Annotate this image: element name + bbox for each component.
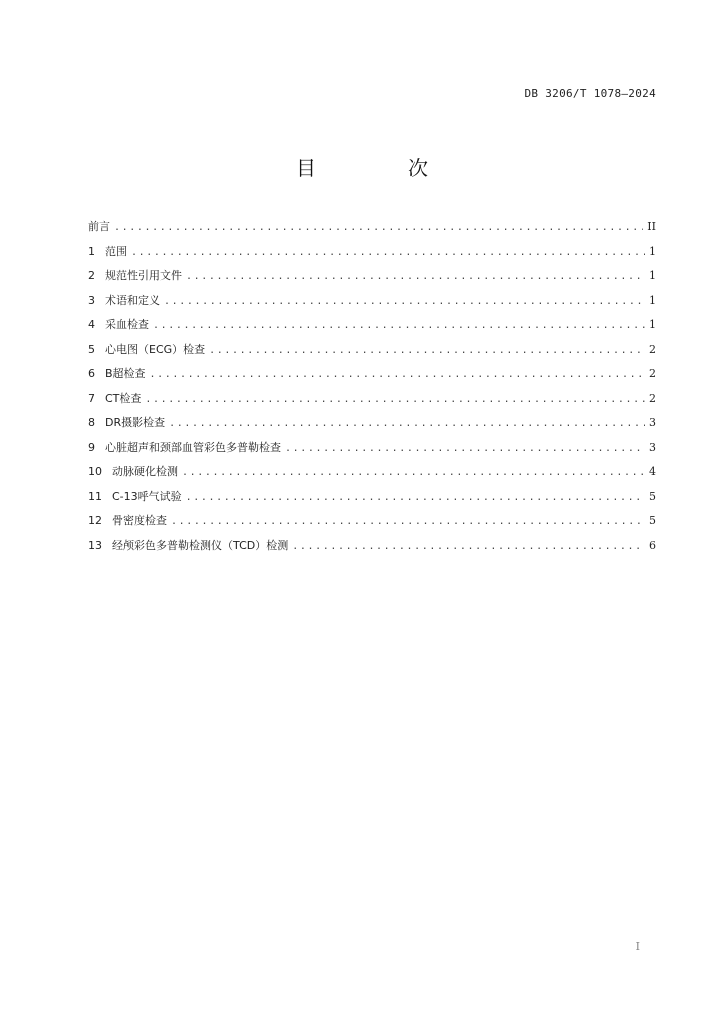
toc-entry-number: 12	[88, 514, 102, 527]
toc-entry-number: 11	[88, 489, 102, 503]
toc-entry-page: II	[647, 220, 656, 233]
toc-entry[interactable]	[88, 512, 656, 537]
toc-entry[interactable]	[88, 463, 656, 488]
document-code: DB 3206/T 1078—2024	[524, 87, 656, 100]
toc-leader-dots	[171, 516, 645, 527]
toc-entry-label: 规范性引用文件	[105, 269, 182, 282]
toc-entry-page: 6	[649, 538, 656, 552]
toc-entry[interactable]	[88, 390, 656, 415]
toc-entry-label: 心脏超声和颈部血管彩色多普勒检查	[105, 440, 281, 454]
toc-entry-page: 1	[649, 293, 656, 307]
toc-entry-number: 5	[88, 342, 95, 356]
page-number: I	[635, 940, 640, 953]
toc-entry[interactable]	[88, 439, 656, 464]
toc-leader-dots	[209, 345, 645, 356]
toc-entry[interactable]	[88, 341, 656, 366]
toc-leader-dots	[153, 320, 645, 331]
toc-leader-dots	[186, 271, 645, 282]
toc-entry-page: 3	[649, 440, 656, 454]
toc-entry-page: 2	[649, 342, 656, 356]
toc-leader-dots	[131, 247, 645, 258]
toc-title: 目 次	[296, 156, 464, 180]
toc-leader-dots	[182, 467, 645, 478]
toc-entry[interactable]	[88, 316, 656, 341]
toc-entry[interactable]	[88, 537, 656, 562]
toc-entry-label: 动脉硬化检测	[112, 465, 178, 478]
toc-entry-label: 术语和定义	[105, 293, 160, 307]
toc-entry[interactable]	[88, 365, 656, 390]
toc-leader-dots	[145, 394, 645, 405]
toc-entry[interactable]	[88, 414, 656, 439]
toc-entry-page: 4	[649, 465, 656, 478]
toc-entry-label: 心电图（ECG）检查	[105, 342, 206, 356]
toc-entry[interactable]	[88, 488, 656, 513]
toc-entry-page: 3	[649, 416, 656, 429]
toc-entry-label: 采血检查	[105, 318, 149, 331]
toc-leader-dots	[186, 492, 645, 503]
toc-entry-number: 3	[88, 293, 95, 307]
toc-entry-number: 6	[88, 367, 95, 380]
toc-entry-number: 4	[88, 318, 95, 331]
toc-leader-dots	[164, 296, 645, 307]
toc-leader-dots	[150, 369, 645, 380]
toc-entry-label: 骨密度检查	[112, 514, 167, 527]
toc-entry-page: 1	[649, 269, 656, 282]
toc-entry-label: C-13呼气试验	[112, 489, 182, 503]
toc-entry[interactable]	[88, 292, 656, 317]
toc-entry-number: 8	[88, 416, 95, 429]
toc-entry-label: DR摄影检查	[105, 416, 166, 429]
toc-entry[interactable]	[88, 267, 656, 292]
toc-entry-number: 1	[88, 244, 95, 258]
toc-leader-dots	[292, 541, 645, 552]
toc-entry-number: 13	[88, 538, 102, 552]
toc-entry-page: 2	[649, 391, 656, 405]
toc-entry-page: 5	[649, 489, 656, 503]
toc-entry-number: 2	[88, 269, 95, 282]
toc-entry-page: 2	[649, 367, 656, 380]
table-of-contents	[88, 218, 656, 561]
toc-entry-number: 10	[88, 465, 102, 478]
toc-entry-page: 5	[649, 514, 656, 527]
toc-entry[interactable]	[88, 243, 656, 268]
toc-entry-foreword[interactable]	[88, 218, 656, 243]
toc-entry-number: 9	[88, 440, 95, 454]
toc-leader-dots	[114, 222, 643, 233]
toc-entry-number: 7	[88, 391, 95, 405]
toc-entry-label: CT检查	[105, 391, 142, 405]
toc-leader-dots	[285, 443, 645, 454]
toc-entry-label: 范围	[105, 244, 127, 258]
toc-entry-page: 1	[649, 318, 656, 331]
toc-entry-page: 1	[649, 244, 656, 258]
toc-entry-label: B超检查	[105, 367, 146, 380]
toc-entry-label: 经颅彩色多普勒检测仪（TCD）检测	[112, 538, 289, 552]
toc-entry-label: 前言	[88, 220, 110, 233]
toc-leader-dots	[169, 418, 645, 429]
